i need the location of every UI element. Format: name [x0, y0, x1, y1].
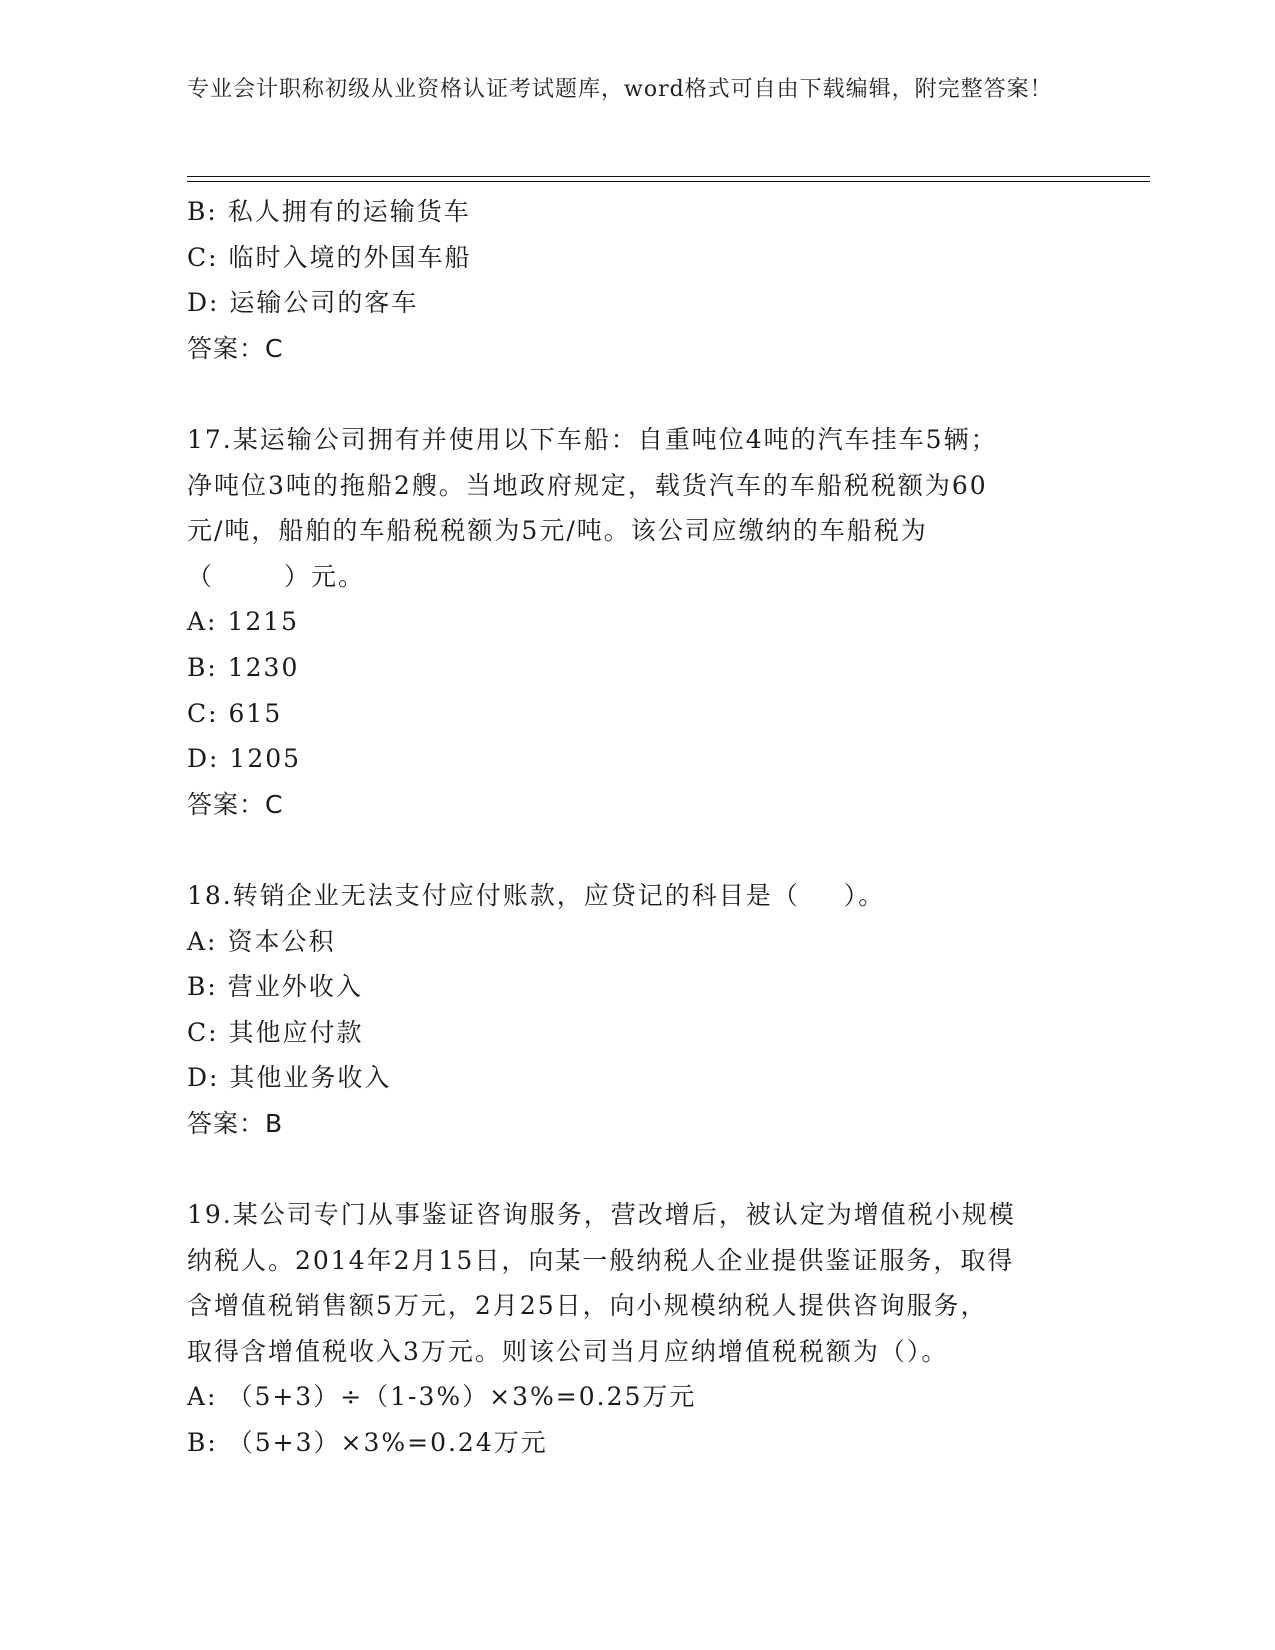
- q16-option-d: D: 运输公司的客车: [187, 288, 419, 318]
- q18-option-c: C: 其他应付款: [187, 1017, 364, 1047]
- q18-option-a: A: 资本公积: [187, 926, 336, 956]
- header-rule-top: [187, 176, 1150, 177]
- q18-answer: 答案：B: [187, 1108, 284, 1138]
- document-header: 专业会计职称初级从业资格认证考试题库，word格式可自由下载编辑，附完整答案！: [187, 77, 1053, 102]
- q17-answer: 答案：C: [187, 789, 284, 819]
- q16-option-b: B: 私人拥有的运输货车: [187, 197, 471, 226]
- q17-stem-line-1: 17.某运输公司拥有并使用以下车船：自重吨位4吨的汽车挂车5辆；: [187, 424, 998, 454]
- header-rule-bottom: [187, 181, 1150, 182]
- q19-stem-line-1: 19.某公司专门从事鉴证咨询服务，营改增后，被认定为增值税小规模: [187, 1200, 1016, 1230]
- q18-option-b: B: 营业外收入: [187, 972, 363, 1002]
- q17-option-a: A: 1215: [187, 607, 300, 637]
- q19-stem-line-2: 纳税人。2014年2月15日，向某一般纳税人企业提供鉴证服务，取得: [187, 1245, 1015, 1275]
- q16-option-c: C: 临时入境的外国车船: [187, 242, 472, 272]
- q17-option-d: D: 1205: [187, 744, 302, 774]
- q19-option-a: A: （5+3）÷（1-3%）×3%=0.25万元: [187, 1382, 697, 1412]
- q17-option-b: B: 1230: [187, 652, 300, 682]
- q17-option-c: C: 615: [187, 698, 283, 728]
- q17-stem-line-3: 元/吨，船舶的车船税税额为5元/吨。该公司应缴纳的车船税为: [187, 516, 928, 546]
- q16-answer: 答案：C: [187, 333, 284, 363]
- q18-stem: 18.转销企业无法支付应付账款，应贷记的科目是（ ）。: [187, 880, 886, 910]
- question-content: [187, 189, 1087, 1466]
- q17-stem-line-4: （ ）元。: [187, 561, 366, 591]
- q19-stem-line-3: 含增值税销售额5万元，2月25日，向小规模纳税人提供咨询服务，: [187, 1291, 988, 1321]
- q19-option-b: B: （5+3）×3%=0.24万元: [187, 1428, 548, 1458]
- q19-stem-line-4: 取得含增值税收入3万元。则该公司当月应纳增值税税额为（）。: [187, 1336, 949, 1366]
- q18-option-d: D: 其他业务收入: [187, 1063, 392, 1093]
- q17-stem-line-2: 净吨位3吨的拖船2艘。当地政府规定，载货汽车的车船税税额为60: [187, 470, 988, 500]
